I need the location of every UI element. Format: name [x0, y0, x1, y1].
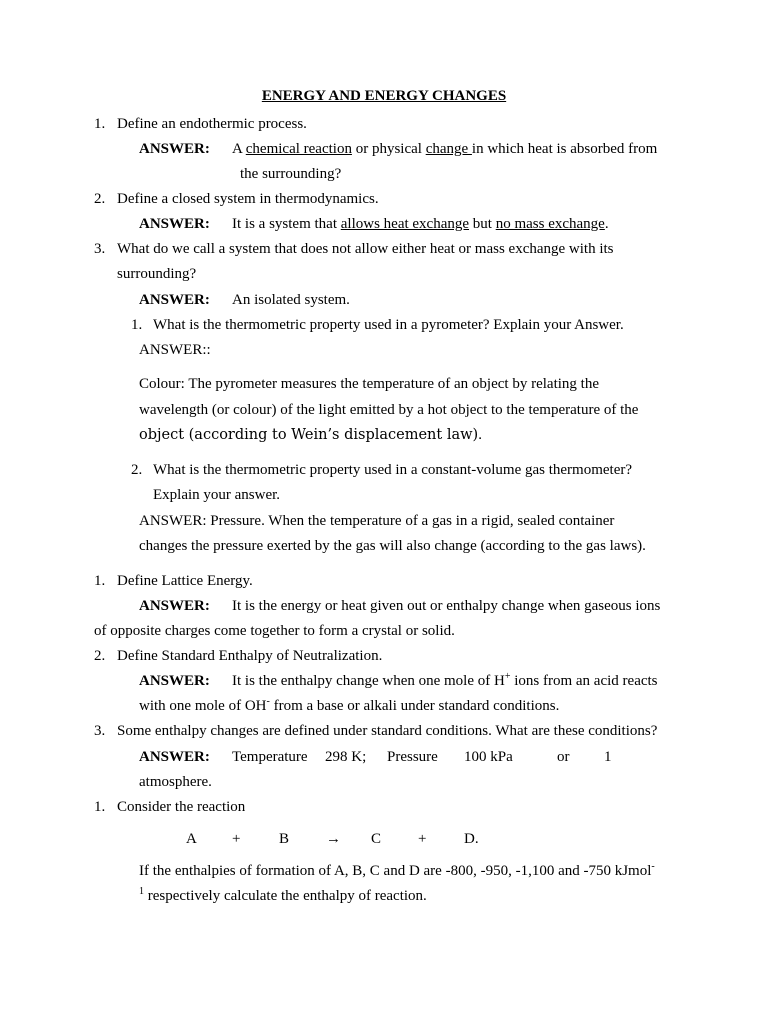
question-text: Define Lattice Energy.	[117, 573, 253, 589]
superscript: -	[651, 861, 655, 872]
answer-text: changes the pressure exerted by the gas will also change (according to the gas laws).	[139, 538, 646, 554]
answer-text: It is the enthalpy change when one mole of H+ ions from an acid reacts	[232, 671, 658, 689]
condition-temperature-value: 298 K;	[325, 749, 367, 765]
answer-label: ANSWER:	[139, 749, 210, 765]
answer-text: wavelength (or colour) of the light emitted by a hot object to the temperature of the	[139, 402, 639, 418]
document-title: ENERGY AND ENERGY CHANGES	[261, 88, 507, 104]
question-text-continued: surrounding?	[117, 266, 197, 282]
question-number: 1.	[94, 116, 106, 132]
answer-text-continued: of opposite charges come together to form a crystal or solid.	[94, 623, 455, 639]
superscript: -	[266, 696, 270, 707]
answer-label: ANSWER:	[139, 292, 210, 308]
question-text: Consider the reaction	[117, 799, 246, 815]
problem-text-continued: $^1$ respectively calculate the enthalpy of reaction.	[139, 886, 427, 904]
product-c: C	[371, 831, 382, 847]
plus-sign: +	[232, 831, 241, 847]
condition-pressure-label: Pressure	[387, 749, 438, 765]
question-text: What do we call a system that does not allow either heat or mass exchange with its	[117, 241, 614, 257]
question-text: Define a closed system in thermodynamics.	[117, 191, 379, 207]
reaction-arrow: →	[326, 831, 341, 847]
answer-text-continued: the surrounding?	[240, 166, 342, 182]
answer-label: ANSWER:	[139, 141, 210, 157]
superscript: 1	[139, 886, 144, 897]
answer-text: It is a system that allows heat exchange but no mass exchange.	[232, 216, 609, 232]
reactant-a: A	[186, 831, 197, 847]
question-number: 1.	[94, 799, 106, 815]
answer-label: ANSWER:	[139, 216, 210, 232]
atmosphere-text: atmosphere.	[139, 774, 212, 790]
question-number: 3.	[94, 723, 106, 739]
answer-text: Colour: The pyrometer measures the temperature of an object by relating the	[139, 376, 599, 392]
question-text: Define an endothermic process.	[117, 116, 307, 132]
underlined-term: no mass exchange	[495, 216, 605, 232]
answer-text: ANSWER: Pressure. When the temperature of a gas in a rigid, sealed container	[139, 513, 615, 529]
one-text: 1	[604, 749, 612, 765]
problem-text: If the enthalpies of formation of A, B, C and D are -800, -950, -1,100 and -750 kJmol-	[139, 861, 655, 879]
question-text: What is the thermometric property used in a pyrometer? Explain your Answer.	[153, 317, 624, 333]
answer-text: object (according to Wein’s displacement law).	[139, 427, 482, 443]
answer-label: ANSWER::	[139, 342, 211, 358]
product-d: D.	[464, 831, 479, 847]
reactant-b: B	[279, 831, 290, 847]
underlined-term: allows heat exchange	[340, 216, 470, 232]
answer-text: An isolated system.	[232, 292, 350, 308]
superscript: +	[504, 671, 511, 682]
question-text: Some enthalpy changes are defined under standard conditions. What are these conditions?	[117, 723, 658, 739]
plus-sign: +	[418, 831, 427, 847]
or-text: or	[557, 749, 570, 765]
answer-label: ANSWER:	[139, 598, 210, 614]
question-number: 1.	[131, 317, 143, 333]
condition-pressure-value: 100 kPa	[464, 749, 513, 765]
question-number: 1.	[94, 573, 106, 589]
condition-temperature-label: Temperature	[232, 749, 308, 765]
question-text: What is the thermometric property used in a constant-volume gas thermometer?	[153, 462, 633, 478]
answer-text: A chemical reaction or physical change in which heat is absorbed from	[232, 141, 658, 157]
underlined-term: chemical reaction	[245, 141, 352, 157]
question-number: 3.	[94, 241, 106, 257]
question-number: 2.	[94, 191, 106, 207]
question-number: 2.	[94, 648, 106, 664]
underlined-term: change	[425, 141, 472, 157]
answer-label: ANSWER:	[139, 673, 210, 689]
question-number: 2.	[131, 462, 143, 478]
answer-text-continued: with one mole of OH- from a base or alkali under standard conditions.	[139, 696, 560, 714]
answer-text: It is the energy or heat given out or enthalpy change when gaseous ions	[232, 598, 661, 614]
question-text: Define Standard Enthalpy of Neutralization.	[117, 648, 383, 664]
question-text-continued: Explain your answer.	[153, 487, 281, 503]
